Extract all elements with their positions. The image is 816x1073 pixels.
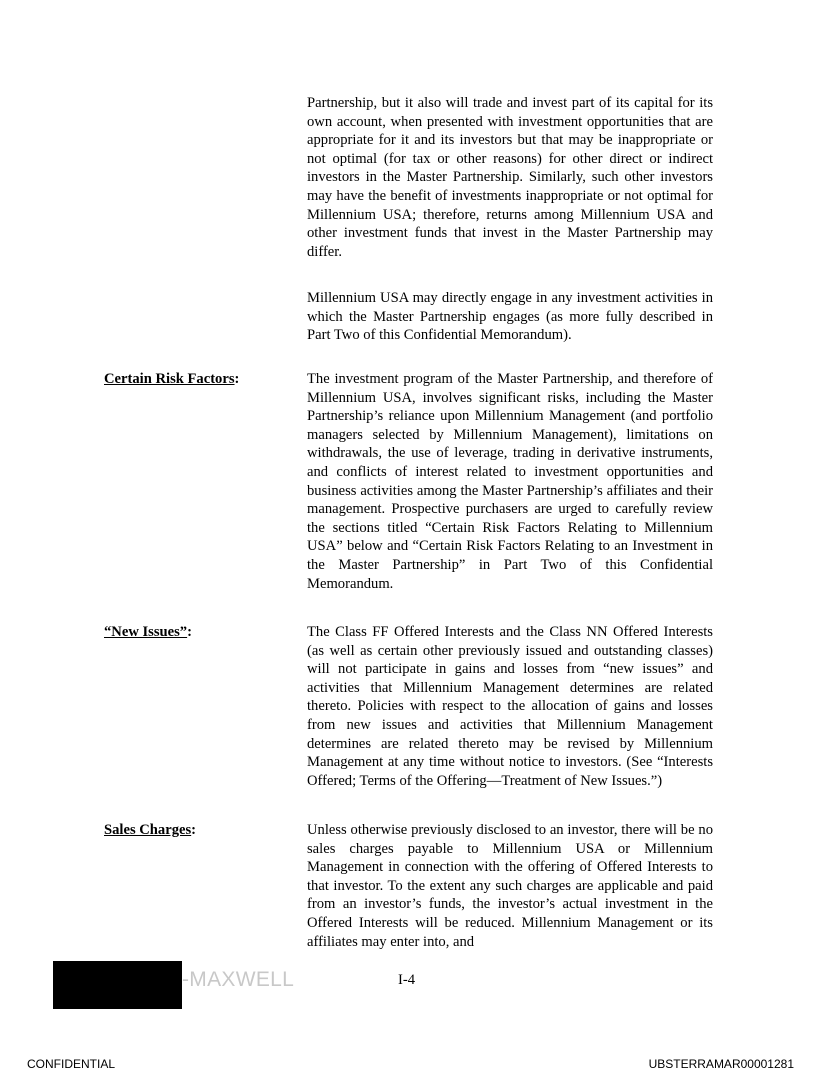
section-body-sales-charges: Unless otherwise previously disclosed to an investor, there will be no sales charges payable to Millennium USA or Millennium Management in connection with the offering of Offered Interests to that investor. To the extent any such charges are applicable and paid from an investor’s funds, the investor’s actual investment in the Offered Interests will be reduced. Millennium Management or its affiliates may enter into, and <box>307 822 713 950</box>
section-body-new-issues: The Class FF Offered Interests and the Class NN Offered Interests (as well as certain other previously issued and outstanding classes) will not participate in gains and losses from “new issues” and activities that Millennium Management determines are related thereto. Policies with respect to the allocation of gains and losses from new issues and activities that Millennium Management determines are related thereto may be revised by Millennium Management at any time without notice to investors. (See “Interests Offered; Terms of the Offering—Treatment of New Issues.”) <box>307 624 713 789</box>
heading-colon: : <box>234 371 240 387</box>
confidential-footer: CONFIDENTIAL <box>27 1057 116 1071</box>
direct-engagement-paragraph: Millennium USA may directly engage in any investment activities in which the Master Partnership engages (as more fully described in Part Two of this Confidential Memorandum). <box>307 290 713 344</box>
bates-number: UBSTERRAMAR00001281 <box>648 1057 794 1071</box>
heading-colon: : <box>187 624 192 640</box>
redaction-block <box>53 961 182 1009</box>
section-heading-risk-factors <box>104 370 239 389</box>
section-body-risk-factors: The investment program of the Master Partnership, and therefore of Millennium USA, involves significant risks, including the Master Partnership’s reliance upon Millennium Management (and portfolio managers selected by Millennium Management), limitations on withdrawals, the use of leverage, trading in derivative instruments, and conflicts of interest related to investment opportunities and business activities among the Master Partnership’s affiliates and their management. Prospective purchasers are urged to carefully review the sections titled “Certain Risk Factors Relating to Millennium USA” below and “Certain Risk Factors Relating to an Investment in the Master Partnership” in Part Two of this Confidential Memorandum. <box>307 371 713 592</box>
heading-colon: : <box>191 822 197 838</box>
heading-label: “New Issues” <box>104 624 188 640</box>
page-number: I-4 <box>398 972 416 988</box>
name-stamp: -MAXWELL <box>182 968 295 991</box>
continued-paragraph: Partnership, but it also will trade and invest part of its capital for its own account, when presented with investment opportunities that are appropriate for it and its investors but that may be inappropriate or not optimal (for tax or other reasons) for other direct or indirect investors in the Master Partnership. Similarly, such other investors may have the benefit of investments inappropriate or not optimal for Millennium USA; therefore, returns among Millennium USA and other investment funds that invest in the Master Partnership may differ. <box>307 95 713 260</box>
heading-label: Sales Charges <box>104 822 192 838</box>
section-heading-sales-charges <box>104 821 196 840</box>
heading-label: Certain Risk Factors <box>104 371 235 387</box>
section-heading-new-issues <box>104 623 192 642</box>
